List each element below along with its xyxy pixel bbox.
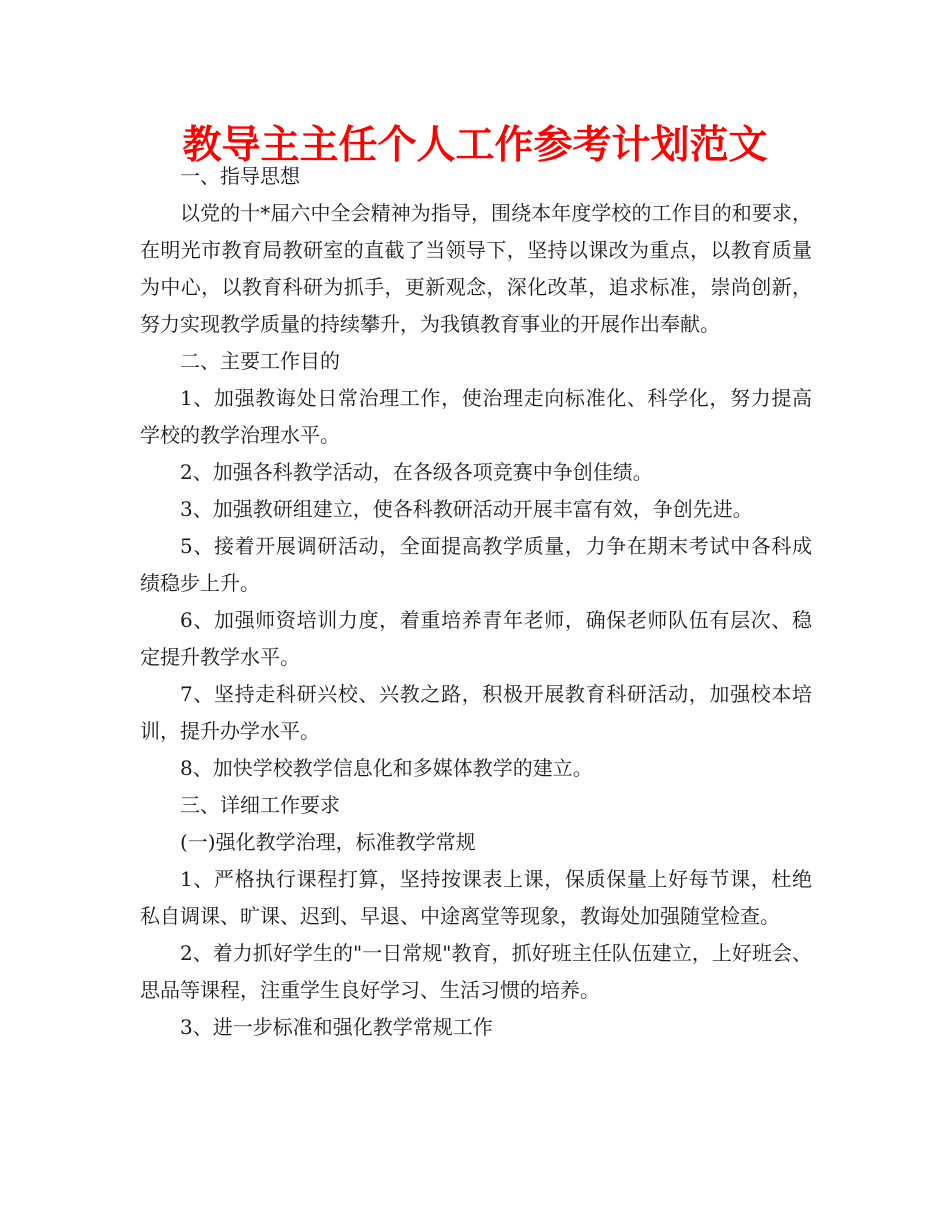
section-heading-main-goals: 二、主要工作目的: [180, 349, 340, 373]
list-item-goal-8: 8、加快学校教学信息化和多媒体教学的建立。: [180, 756, 593, 780]
list-item-goal-6: 6、加强师资培训力度，着重培养青年老师，确保老师队伍有层次、稳定提升教学水平。: [140, 608, 812, 669]
list-item-goal-2: 2、加强各科教学活动，在各级各项竞赛中争创佳绩。: [180, 460, 653, 484]
list-item-requirement-2: 2、着力抓好学生的"一日常规"教育，抓好班主任队伍建立，上好班会、思品等课程，注重学生良好学习、生活习惯的培养。: [140, 941, 812, 1002]
subsection-heading-teaching-management: (一)强化教学治理，标准教学常规: [180, 830, 476, 854]
document-body: [140, 158, 812, 1046]
list-item-goal-7: 7、坚持走科研兴校、兴教之路，积极开展教育科研活动，加强校本培训，提升办学水平。: [140, 682, 812, 743]
list-item-goal-5: 5、接着开展调研活动，全面提高教学质量，力争在期末考试中各科成绩稳步上升。: [140, 534, 812, 595]
list-item-goal-1: 1、加强教诲处日常治理工作，使治理走向标准化、科学化，努力提高学校的教学治理水平。: [140, 386, 812, 447]
list-item-requirement-3: 3、进一步标准和强化教学常规工作: [180, 1015, 493, 1039]
section-heading-detailed-requirements: 三、详细工作要求: [180, 793, 340, 817]
paragraph-guiding-thought: 以党的十*届六中全会精神为指导，围绕本年度学校的工作目的和要求，在明光市教育局教研室的直截了当领导下，坚持以课改为重点，以教育质量为中心，以教育科研为抓手，更新观念，深化改革，追求标准，崇尚创新，努力实现教学质量的持续攀升，为我镇教育事业的开展作出奉献。: [140, 201, 812, 336]
list-item-goal-3: 3、加强教研组建立，使各科教研活动开展丰富有效，争创先进。: [180, 497, 753, 521]
section-heading-guiding-thought: 一、指导思想: [180, 164, 300, 188]
list-item-requirement-1: 1、严格执行课程打算，坚持按课表上课，保质保量上好每节课，杜绝私自调课、旷课、迟到、早退、中途离堂等现象，教诲处加强随堂检查。: [140, 867, 812, 928]
document-title: 教导主主任个人工作参考计划范文: [182, 123, 768, 168]
